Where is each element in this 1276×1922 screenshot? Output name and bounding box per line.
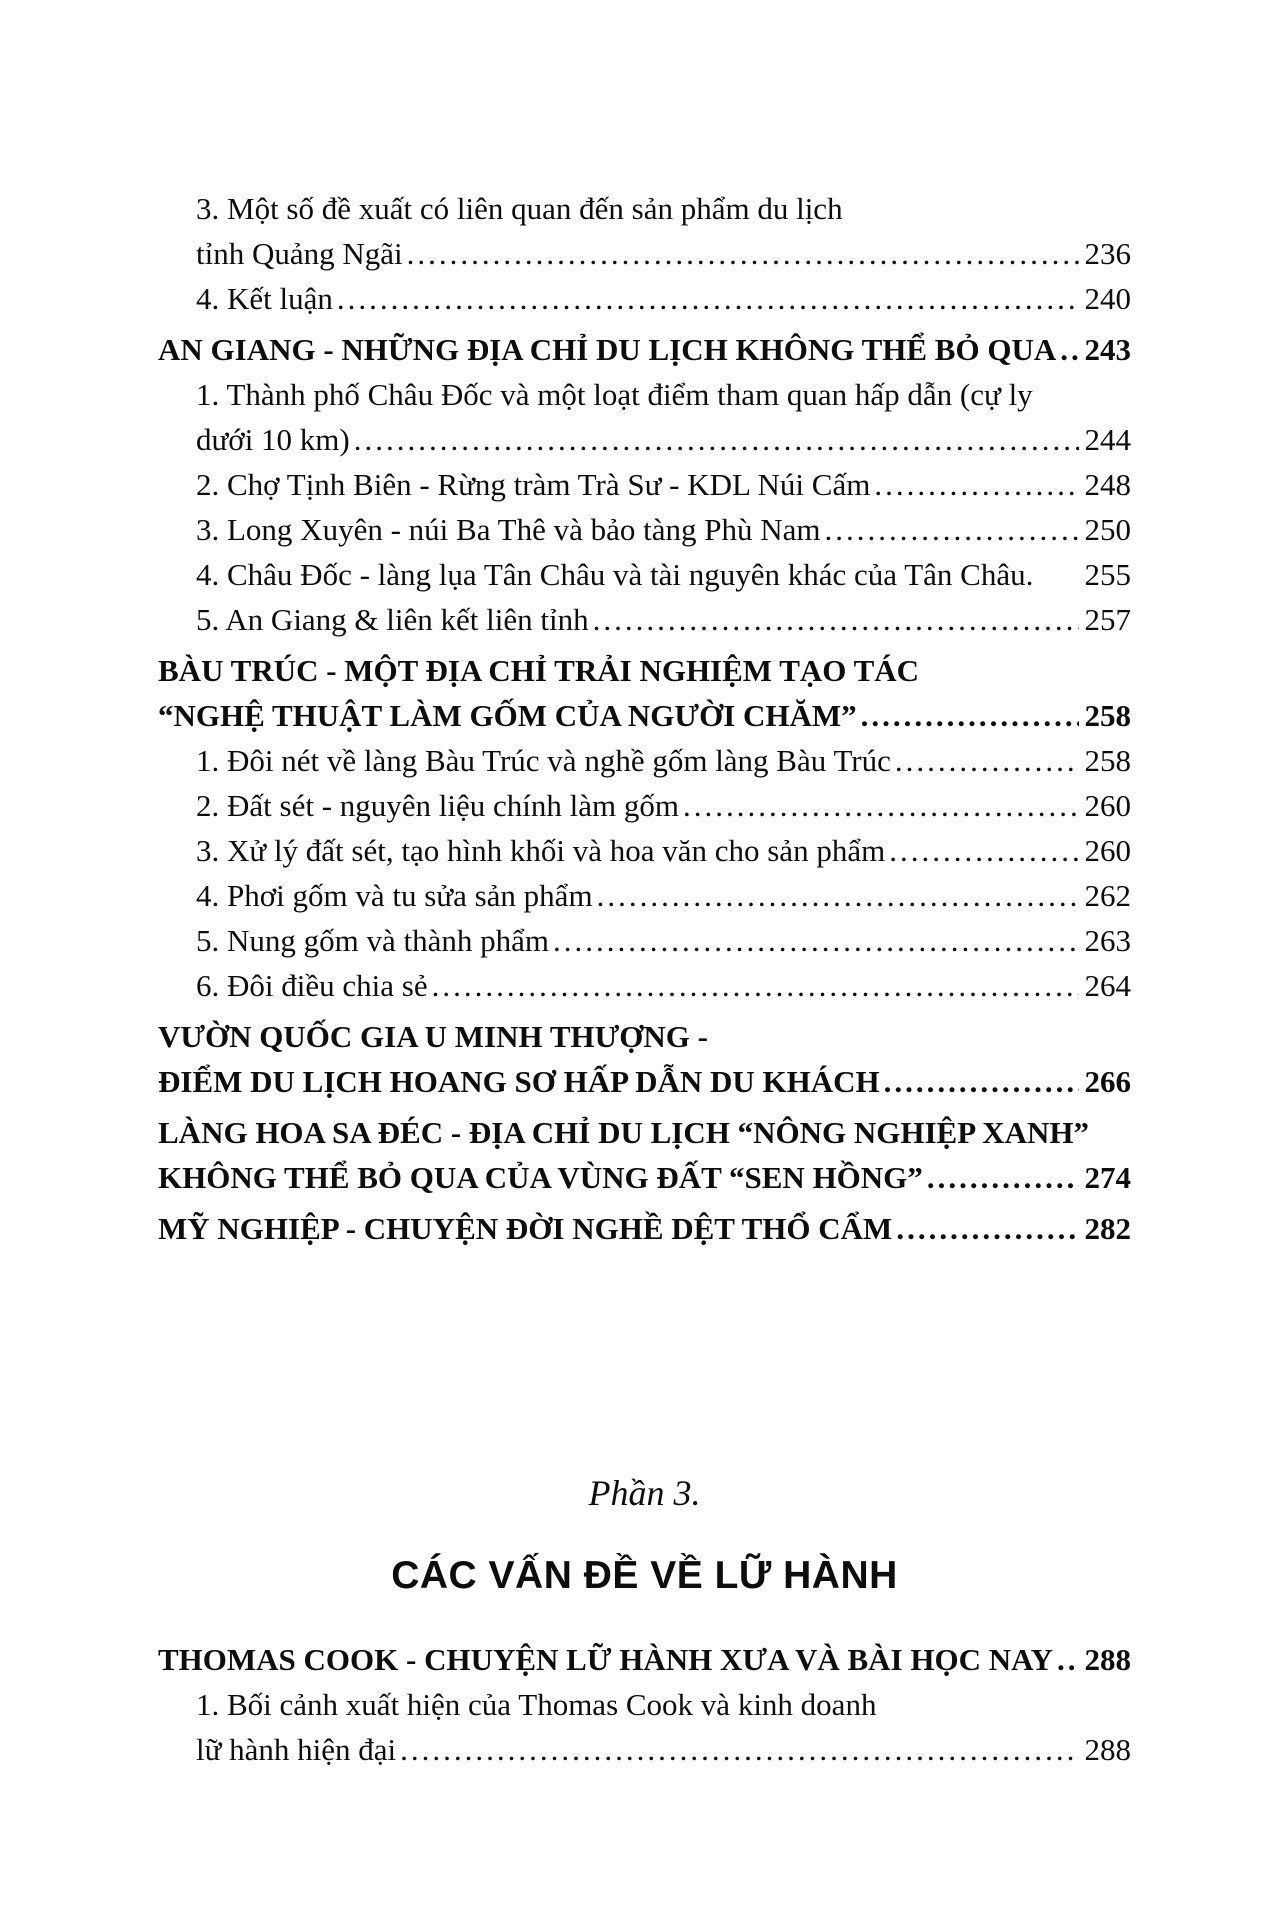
toc-entry xyxy=(158,648,1131,738)
entry-text: 4. Châu Đốc - làng lụa Tân Châu và tài nguyên khác của Tân Châu. xyxy=(196,557,1034,592)
toc-entry xyxy=(158,1206,1131,1251)
toc-entry-line xyxy=(158,1206,1131,1251)
toc-entry xyxy=(158,1110,1131,1200)
page-number: 288 xyxy=(1084,1642,1131,1677)
toc-entry xyxy=(158,276,1131,321)
page-number: 244 xyxy=(1084,422,1131,457)
toc-entry-line xyxy=(158,1155,1131,1200)
dot-leader xyxy=(589,597,1079,642)
entry-text: lữ hành hiện đại xyxy=(196,1732,397,1767)
page-number: 264 xyxy=(1084,968,1131,1003)
dot-leader xyxy=(1056,327,1078,372)
dot-leader xyxy=(549,918,1078,963)
dot-leader xyxy=(679,783,1079,828)
toc-entry-line xyxy=(158,552,1131,597)
toc-entry-line xyxy=(158,873,1131,918)
dot-leader xyxy=(396,1727,1078,1772)
page-number: 250 xyxy=(1084,512,1131,547)
toc-entry xyxy=(158,327,1131,372)
toc-entry-line xyxy=(158,1014,1131,1059)
page-number: 288 xyxy=(1084,1732,1131,1767)
toc-entry-line xyxy=(158,1637,1131,1682)
toc-entry xyxy=(158,738,1131,783)
toc-entry xyxy=(158,918,1131,963)
entry-text: 1. Thành phố Châu Đốc và một loạt điểm tham quan hấp dẫn (cự ly xyxy=(196,377,1033,412)
entry-text: VƯỜN QUỐC GIA U MINH THƯỢNG - xyxy=(158,1019,708,1054)
part-label: Phần 3. xyxy=(588,1473,701,1513)
page-number: 274 xyxy=(1084,1160,1131,1195)
page-number: 258 xyxy=(1084,698,1131,733)
dot-leader xyxy=(403,231,1079,276)
page-number: 236 xyxy=(1084,236,1131,271)
dot-leader xyxy=(428,963,1079,1008)
page-number: 255 xyxy=(1084,557,1131,592)
toc-entry-line xyxy=(158,918,1131,963)
entry-text: 6. Đôi điều chia sẻ xyxy=(196,968,428,1003)
entry-text: 5. Nung gốm và thành phẩm xyxy=(196,923,550,958)
entry-text: 2. Chợ Tịnh Biên - Rừng tràm Trà Sư - KDL Núi Cấm xyxy=(196,467,871,502)
page-number: 240 xyxy=(1084,281,1131,316)
entry-text: 3. Long Xuyên - núi Ba Thê và bảo tàng Phù Nam xyxy=(196,512,821,547)
toc-entry xyxy=(158,873,1131,918)
toc-entry-line xyxy=(158,462,1131,507)
entry-text: 4. Kết luận xyxy=(196,281,333,316)
page-number: 262 xyxy=(1084,878,1131,913)
page-number: 248 xyxy=(1084,467,1131,502)
entry-text: KHÔNG THỂ BỎ QUA CỦA VÙNG ĐẤT “SEN HỒNG” xyxy=(158,1160,923,1195)
part-title: CÁC VẤN ĐỀ VỀ LỮ HÀNH xyxy=(391,1554,898,1597)
entry-text: THOMAS COOK - CHUYỆN LỮ HÀNH XƯA VÀ BÀI HỌC NAY xyxy=(158,1642,1054,1677)
toc-entry xyxy=(158,1014,1131,1104)
entry-text: 3. Xử lý đất sét, tạo hình khối và hoa văn cho sản phẩm xyxy=(196,833,886,868)
entry-text: 1. Bối cảnh xuất hiện của Thomas Cook và kinh doanh xyxy=(196,1687,877,1722)
dot-leader xyxy=(885,828,1078,873)
dot-leader xyxy=(880,1059,1079,1104)
toc-entry-line xyxy=(158,276,1131,321)
dot-leader xyxy=(333,276,1079,321)
entry-text: “NGHỆ THUẬT LÀM GỐM CỦA NGƯỜI CHĂM” xyxy=(158,698,857,733)
page-number: 260 xyxy=(1084,788,1131,823)
toc-entry-line xyxy=(158,186,1131,231)
toc-entry-line xyxy=(158,231,1131,276)
page-number: 263 xyxy=(1084,923,1131,958)
dot-leader xyxy=(1033,552,1078,597)
toc-entry-line xyxy=(158,738,1131,783)
toc-entry-line xyxy=(158,1682,1131,1727)
toc-entry-line xyxy=(158,597,1131,642)
dot-leader xyxy=(350,417,1079,462)
page-number: 258 xyxy=(1084,743,1131,778)
dot-leader xyxy=(857,693,1079,738)
page-number: 243 xyxy=(1084,332,1131,367)
toc-entry-line xyxy=(158,693,1131,738)
toc-entry-line xyxy=(158,372,1131,417)
toc-entry-line xyxy=(158,783,1131,828)
toc-entry xyxy=(158,372,1131,462)
toc-entry xyxy=(158,186,1131,276)
dot-leader xyxy=(870,462,1078,507)
entry-text: dưới 10 km) xyxy=(196,422,350,457)
entry-text: 2. Đất sét - nguyên liệu chính làm gốm xyxy=(196,788,679,823)
toc-entry-line xyxy=(158,507,1131,552)
toc-list-part3 xyxy=(158,1637,1131,1772)
toc-entry xyxy=(158,828,1131,873)
toc-entry xyxy=(158,1682,1131,1772)
toc-entry xyxy=(158,552,1131,597)
dot-leader xyxy=(891,738,1079,783)
entry-text: BÀU TRÚC - MỘT ĐỊA CHỈ TRẢI NGHIỆM TẠO TÁC xyxy=(158,653,920,688)
toc-entry xyxy=(158,783,1131,828)
page-number: 266 xyxy=(1084,1064,1131,1099)
toc-entry-line xyxy=(158,1059,1131,1104)
dot-leader xyxy=(593,873,1079,918)
entry-text: AN GIANG - NHỮNG ĐỊA CHỈ DU LỊCH KHÔNG THỂ BỎ QUA xyxy=(158,332,1057,367)
toc-entry-line xyxy=(158,963,1131,1008)
toc-entry-line xyxy=(158,648,1131,693)
dot-leader xyxy=(820,507,1078,552)
toc-entry-line xyxy=(158,1110,1131,1155)
dot-leader xyxy=(1053,1637,1078,1682)
toc-entry-line xyxy=(158,828,1131,873)
page-number: 260 xyxy=(1084,833,1131,868)
toc-entry-line xyxy=(158,1727,1131,1772)
dot-leader xyxy=(892,1206,1078,1251)
dot-leader xyxy=(923,1155,1079,1200)
toc-entry-line xyxy=(158,417,1131,462)
entry-text: ĐIỂM DU LỊCH HOANG SƠ HẤP DẪN DU KHÁCH xyxy=(158,1064,880,1099)
entry-text: LÀNG HOA SA ĐÉC - ĐỊA CHỈ DU LỊCH “NÔNG NGHIỆP XANH” xyxy=(158,1115,1089,1150)
entry-text: 4. Phơi gốm và tu sửa sản phẩm xyxy=(196,878,593,913)
page-number: 257 xyxy=(1084,602,1131,637)
toc-entry xyxy=(158,597,1131,642)
entry-text: 1. Đôi nét về làng Bàu Trúc và nghề gốm làng Bàu Trúc xyxy=(196,743,891,778)
page-number: 282 xyxy=(1084,1211,1131,1246)
toc-list xyxy=(158,186,1131,1251)
entry-text: MỸ NGHIỆP - CHUYỆN ĐỜI NGHỀ DỆT THỔ CẨM xyxy=(158,1211,893,1246)
toc-entry xyxy=(158,507,1131,552)
toc-entry xyxy=(158,963,1131,1008)
toc-entry xyxy=(158,462,1131,507)
toc-entry-line xyxy=(158,327,1131,372)
entry-text: 3. Một số đề xuất có liên quan đến sản phẩm du lịch xyxy=(196,191,843,226)
entry-text: tỉnh Quảng Ngãi xyxy=(196,236,403,271)
toc-entry xyxy=(158,1637,1131,1682)
entry-text: 5. An Giang & liên kết liên tỉnh xyxy=(196,602,589,637)
